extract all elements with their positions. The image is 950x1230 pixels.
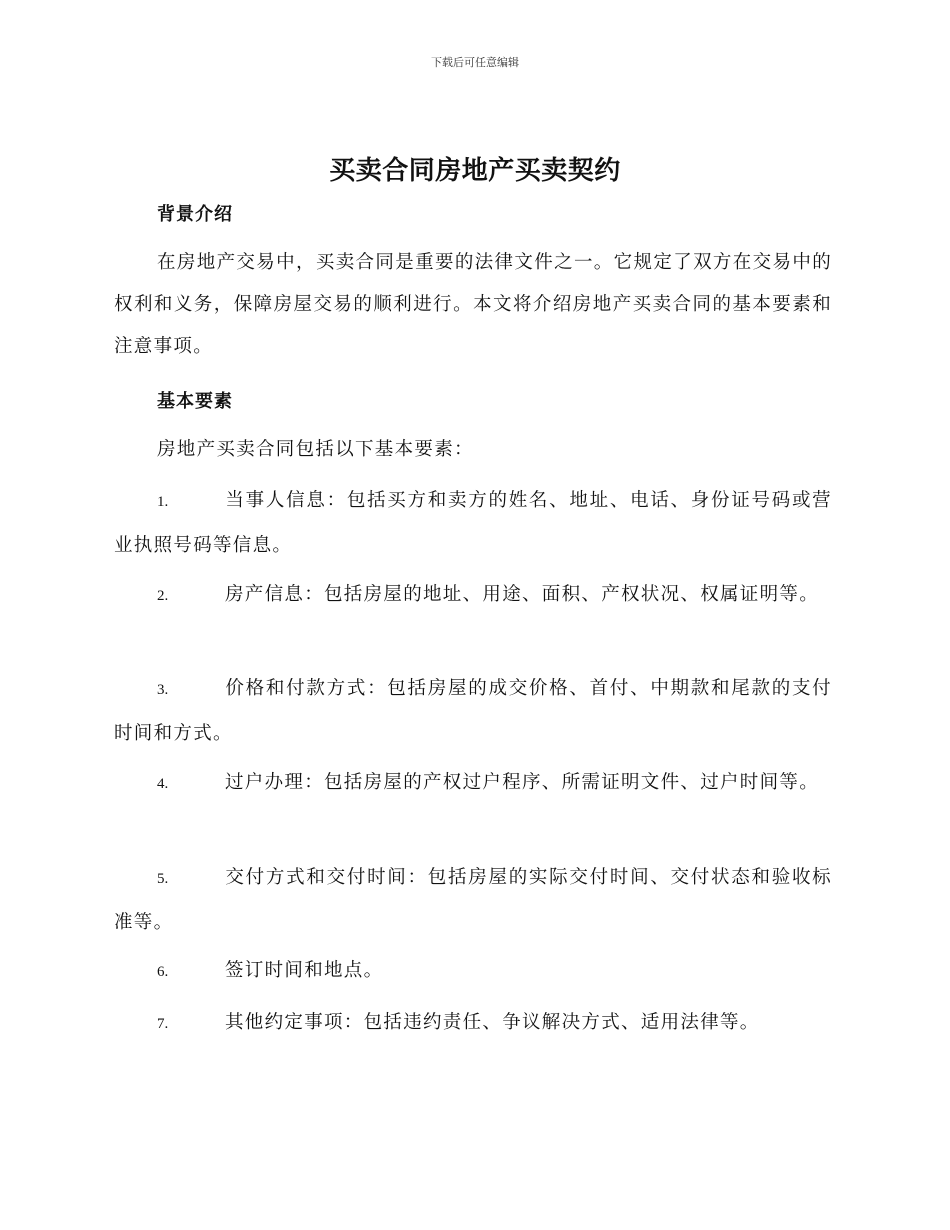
document-title: 买卖合同房地产买卖契约 <box>329 156 621 186</box>
list-item-text: 价格和付款方式：包括房屋的成交价格、首付、中期款和尾款的支付时间和方式。 <box>114 678 832 744</box>
list-item-text: 房产信息：包括房屋的地址、用途、面积、产权状况、权属证明等。 <box>225 584 820 605</box>
list-item-number: 7. <box>157 1016 169 1032</box>
section-heading-elements: 基本要素 <box>157 391 233 412</box>
list-item <box>114 479 832 568</box>
list-item-number: 1. <box>157 494 169 510</box>
list-item-number: 6. <box>157 964 169 980</box>
elements-intro: 房地产买卖合同包括以下基本要素： <box>157 439 474 460</box>
list-item <box>114 573 832 618</box>
list-item-number: 2. <box>157 588 169 604</box>
list-item <box>114 949 832 994</box>
background-paragraph: 在房地产交易中，买卖合同是重要的法律文件之一。它规定了双方在交易中的权利和义务，保障房屋交易的顺利进行。本文将介绍房地产买卖合同的基本要素和注意事项。 <box>114 252 832 357</box>
page-header-note: 下载后可任意编辑 <box>431 56 519 69</box>
list-item <box>114 1001 832 1046</box>
list-item-number: 3. <box>157 682 169 698</box>
list-item-text: 过户办理：包括房屋的产权过户程序、所需证明文件、过户时间等。 <box>225 772 820 793</box>
list-item-text: 当事人信息：包括买方和卖方的姓名、地址、电话、身份证号码或营业执照号码等信息。 <box>114 490 832 556</box>
list-item-text: 签订时间和地点。 <box>225 960 384 981</box>
list-item <box>114 761 832 806</box>
list-item-number: 4. <box>157 776 169 792</box>
list-item <box>114 856 832 945</box>
list-item-number: 5. <box>157 871 169 887</box>
section-heading-background: 背景介绍 <box>157 204 233 225</box>
list-item <box>114 667 832 756</box>
list-item-text: 交付方式和交付时间：包括房屋的实际交付时间、交付状态和验收标准等。 <box>114 867 832 933</box>
list-item-text: 其他约定事项：包括违约责任、争议解决方式、适用法律等。 <box>225 1012 760 1033</box>
